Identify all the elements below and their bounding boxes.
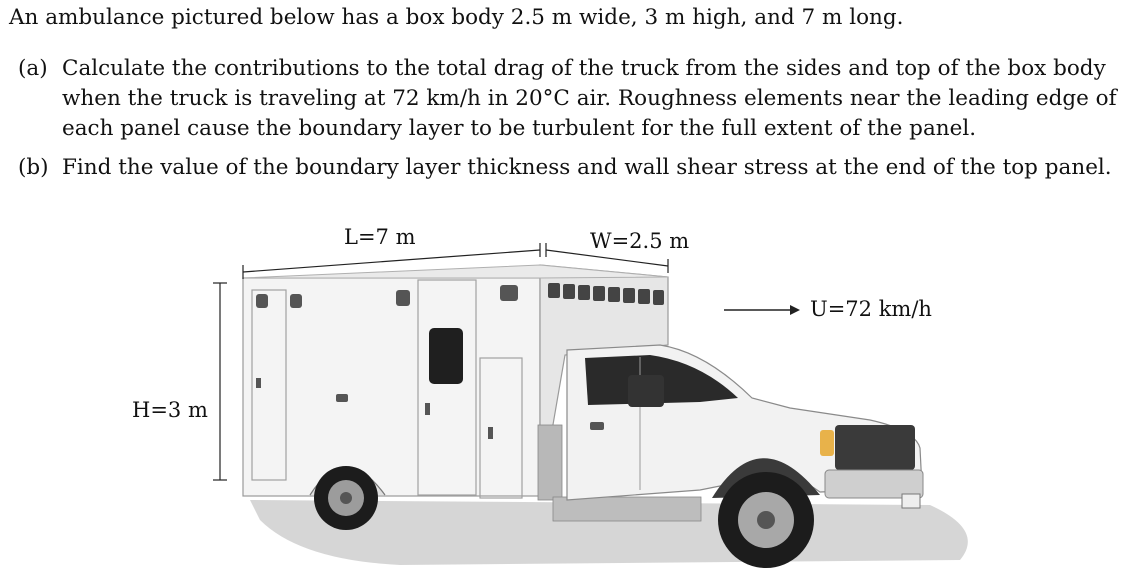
- width-label: W=2.5 m: [590, 229, 690, 253]
- side-mirror: [628, 375, 664, 407]
- part-a-label: (a): [18, 56, 48, 81]
- problem-intro: An ambulance pictured below has a box body 2.5 m wide, 3 m high, and 7 m long.: [9, 5, 904, 30]
- front-grille: [835, 425, 915, 470]
- height-dimension-line: [213, 283, 227, 480]
- velocity-label: U=72 km/h: [810, 297, 932, 321]
- cab-door-handle: [590, 422, 604, 430]
- box-body-side: [243, 278, 540, 496]
- part-a-line-3: each panel cause the boundary layer to be turbulent for the full extent of the panel.: [62, 116, 977, 141]
- diamond-plate-strip: [538, 425, 562, 500]
- part-a-line-1: Calculate the contributions to the total drag of the truck from the sides and top of the box body: [62, 56, 1106, 81]
- license-plate: [902, 494, 920, 508]
- rear-wheel: [314, 466, 378, 530]
- height-label: H=3 m: [132, 398, 208, 422]
- running-board: [553, 497, 701, 521]
- box-side-window: [429, 328, 463, 384]
- part-a-line-2: when the truck is traveling at 72 km/h in 20°C air. Roughness elements near the leading edge of: [62, 86, 1117, 111]
- part-b-line-1: Find the value of the boundary layer thickness and wall shear stress at the end of the top panel.: [62, 155, 1112, 180]
- length-label: L=7 m: [344, 225, 416, 249]
- part-b-label: (b): [18, 155, 49, 180]
- headlight: [820, 430, 834, 456]
- velocity-arrow: [724, 305, 800, 315]
- front-wheel: [718, 472, 814, 568]
